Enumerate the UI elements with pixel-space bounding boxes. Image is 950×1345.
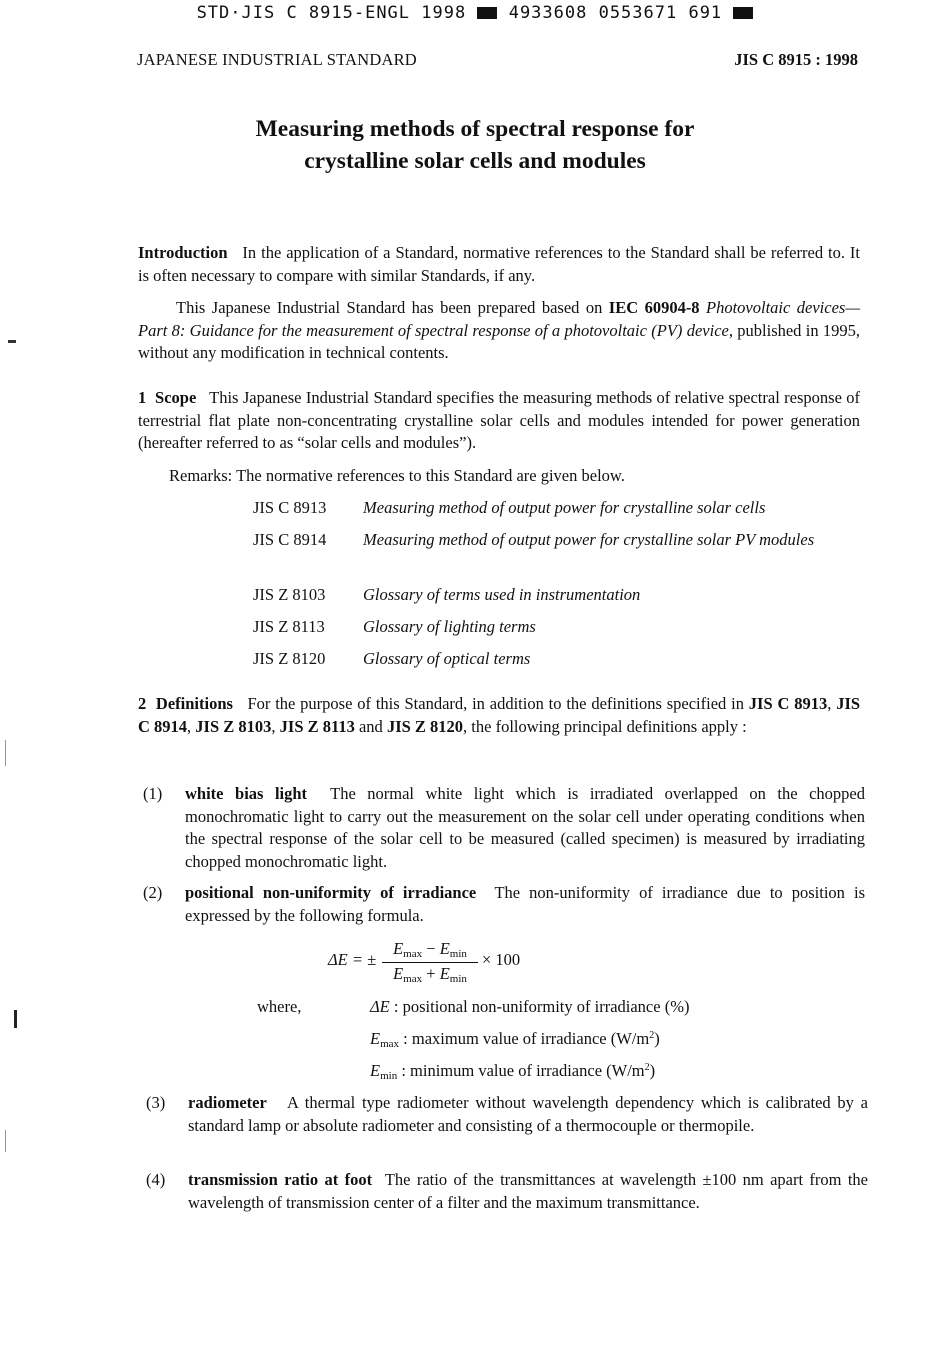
definition-body [185,783,865,873]
variable-description: : minimum value of irradiance (W/m [397,1061,645,1080]
reference-code: JIS Z 8103 [253,585,326,604]
formula-subscript: min [449,948,467,960]
variable-tail: ) [649,1061,656,1080]
fraction-bar [382,962,478,963]
definition-text: The non-uniformity of irradiance due to position is expressed by the following formula. [185,883,866,925]
definition-text: A thermal type radiometer without wavelength dependency which is calibrated by a standard lamp or absolute radiometer and consisting of a thermocouple or thermopile. [188,1093,869,1135]
page-title [0,113,950,177]
definition-number: (1) [143,784,163,803]
formula-subscript: min [449,973,467,985]
reference-title: Measuring method of output power for crystalline solar cells [363,498,766,517]
definition-term: radiometer [188,1093,267,1112]
iec-title: Photovoltaic devices—Part 8: Guidance for the measurement of spectral response of a photovoltaic (PV) device [138,298,860,340]
scope-heading: Scope [155,388,197,407]
scan-mark [5,740,6,766]
formula-subscript: max [403,948,423,960]
stamp-code: STD·JIS C 8915-ENGL 1998 [196,3,467,23]
formula-symbol: E [439,964,450,983]
definition-body [188,1169,868,1214]
definition-text: The normal white light which is irradiated overlapped on the chopped monochromatic light to carry out the measurement on the solar cell under operating conditions when the spectral response of the solar cell to be measured (called specimen) is measured by irradiating chopped monochromatic light. [185,784,865,871]
definition-number: (4) [146,1170,166,1189]
scope-text: This Japanese Industrial Standard specifies the measuring methods of relative spectral response of terrestrial flat plate non-concentrating crystalline solar cells and modules intended for power generation (hereafter referred to as “solar cells and modules”). [138,388,861,452]
formula-symbol: E [439,939,450,958]
stamp-block [477,7,497,19]
definitions-text: For the purpose of this Standard, in addition to the definitions specified in [247,694,749,713]
irradiance-formula [328,940,568,984]
scan-mark [5,1130,6,1152]
variable-superscript: 2 [644,1062,650,1073]
variable-definition [370,1060,655,1085]
where-label: where, [257,997,302,1016]
variable-symbol: E [370,1029,381,1048]
formula-multiplier: × 100 [482,950,521,969]
definition-term: positional non-uniformity of irradiance [185,883,477,902]
introduction-paragraph [138,242,860,287]
formula-numerator [382,940,478,960]
formula-denominator [382,965,478,985]
variable-tail: ) [654,1029,660,1048]
definitions-ref: JIS C 8914 [138,694,861,736]
basis-tail: , published in 1995, without any modification in technical contents. [138,320,861,362]
document-stamp [0,2,950,25]
variable-definition [370,1028,660,1053]
introduction-text: In the application of a Standard, normative references to the Standard shall be referred to. It is often necessary to compare with similar Standards, if any. [138,243,861,285]
formula-symbol: E [393,939,404,958]
definitions-ref: JIS Z 8120 [386,716,464,736]
title-line-1: Measuring methods of spectral response for [255,116,695,142]
definition-body [188,1092,868,1137]
stamp-number: 4933608 0553671 691 [508,3,723,23]
definitions-heading: Definitions [155,694,233,713]
variable-subscript: min [380,1070,398,1082]
definition-body [185,882,865,927]
variable-superscript: 2 [649,1030,655,1041]
variable-symbol: E [370,1061,381,1080]
basis-text: This Japanese Industrial Standard has been prepared based on [176,298,609,317]
iec-reference: IEC 60904-8 [608,298,700,317]
definition-number: (3) [146,1093,166,1112]
definition-term: transmission ratio at foot [188,1170,373,1189]
definitions-ref: JIS Z 8103 [195,716,272,736]
reference-title: Measuring method of output power for crystalline solar PV modules [363,530,815,549]
variable-symbol: ΔE [370,997,390,1016]
variable-definition [370,996,689,1019]
definitions-paragraph [138,693,860,738]
definitions-ref: JIS C 8913 [748,694,828,713]
reference-code: JIS C 8914 [253,530,327,549]
introduction-heading: Introduction [138,243,228,262]
header-standard-code: JIS C 8915 : 1998 [734,50,858,69]
reference-code: JIS C 8913 [253,498,327,517]
formula-symbol: E [393,964,404,983]
definitions-sep: , [827,694,837,713]
scope-number: 1 [138,388,147,407]
definition-number: (2) [143,883,163,902]
definitions-number: 2 [138,694,147,713]
definition-term: white bias light [185,784,308,803]
introduction-basis-paragraph [138,297,860,365]
variable-subscript: max [380,1038,400,1050]
scan-mark [14,1010,17,1028]
reference-code: JIS Z 8120 [253,649,326,668]
formula-operator: + [422,964,440,983]
reference-code: JIS Z 8113 [253,617,325,636]
reference-title: Glossary of lighting terms [363,617,536,636]
header-organization: JAPANESE INDUSTRIAL STANDARD [137,50,417,69]
definitions-ref: JIS Z 8113 [279,716,355,736]
definitions-sep: , [187,716,196,736]
title-line-2: crystalline solar cells and modules [304,148,646,174]
formula-fraction [382,940,478,985]
formula-subscript: max [403,973,423,985]
reference-title: Glossary of optical terms [363,649,531,668]
reference-title: Glossary of terms used in instrumentation [363,585,641,604]
definition-text: The ratio of the transmittances at wavelength ±100 nm apart from the wavelength of transmission center of a filter and the maximum transmittance. [188,1170,869,1212]
variable-description: : positional non-uniformity of irradiance (%) [389,997,690,1016]
formula-operator: − [422,939,440,958]
scope-paragraph [138,387,860,455]
scan-mark [8,340,16,343]
stamp-block [733,7,753,19]
definitions-sep: , [271,716,280,736]
scope-remarks: Remarks: The normative references to this Standard are given below. [169,466,625,485]
variable-description: : maximum value of irradiance (W/m [399,1029,650,1048]
definitions-text-tail: , the following principal definitions apply : [463,716,747,736]
formula-lhs: ΔE = ± [328,950,377,969]
definitions-and: and [354,716,387,736]
